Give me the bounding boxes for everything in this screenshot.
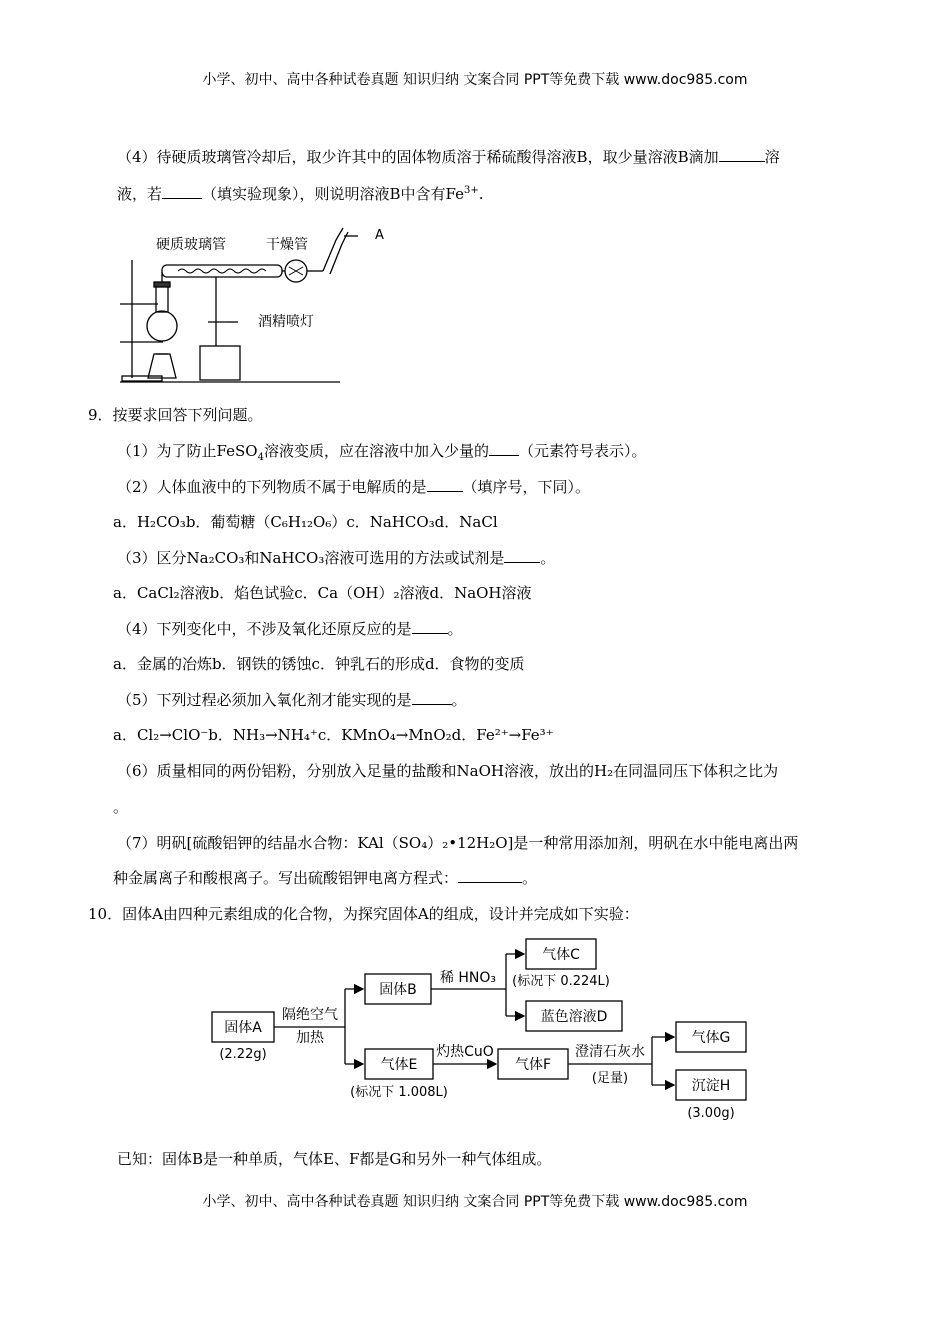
page-footer: 小学、初中、高中各种试卷真题 知识归纳 文案合同 PPT等免费下载 www.doc985.com	[202, 1194, 748, 1210]
q9-part3: （3）区分Na₂CO₃和NaHCO₃溶液可选用的方法或试剂是 。	[117, 549, 556, 567]
box-solid-b: 固体B	[379, 982, 417, 998]
precipitate-h-mass: (3.00g)	[687, 1106, 735, 1121]
q9-part6-line1: （6）质量相同的两份铝粉，分别放入足量的盐酸和NaOH溶液，放出的H₂在同温同压下体积之比为	[117, 762, 779, 780]
box-gas-f: 气体F	[514, 1057, 552, 1073]
q9-part1: （1）为了防止FeSO$_4$溶液变质，应在溶液中加入少量的 （元素符号表示）。	[117, 442, 647, 463]
step-isolate-heat-top: 隔绝空气	[282, 1007, 338, 1023]
answer-blank[interactable]	[412, 690, 452, 705]
box-solid-a: 固体A	[224, 1020, 262, 1036]
label-alcohol-lamp: 酒精喷灯	[258, 314, 314, 330]
answer-blank[interactable]	[162, 184, 202, 199]
box-gas-g: 气体G	[691, 1030, 731, 1046]
answer-blank[interactable]	[504, 548, 540, 563]
flow-diagram	[200, 934, 760, 1126]
label-drying-tube: 干燥管	[266, 237, 308, 253]
answer-blank[interactable]	[719, 147, 765, 162]
q9-part2-options: a．H₂CO₃b．葡萄糖（C₆H₁₂O₆）c．NaHCO₃d．NaCl	[113, 513, 498, 531]
box-precipitate-h: 沉淀H	[691, 1078, 731, 1094]
apparatus-figure	[118, 222, 384, 386]
q10-title: 10．固体A由四种元素组成的化合物，为探究固体A的组成，设计并完成如下实验：	[88, 905, 639, 923]
reagent-limewater: 澄清石灰水	[575, 1044, 645, 1060]
answer-blank[interactable]	[458, 868, 522, 883]
step-isolate-heat-bottom: 加热	[296, 1030, 324, 1046]
answer-blank[interactable]	[489, 441, 519, 456]
step-hot-cuo: 灼热CuO	[436, 1044, 494, 1060]
q10-known: 已知：固体B是一种单质，气体E、F都是G和另外一种气体组成。	[117, 1150, 552, 1168]
q9-part2: （2）人体血液中的下列物质不属于电解质的是 （填序号，下同）。	[117, 478, 591, 496]
q9-part7-line2: 种金属离子和酸根离子。写出硫酸铝钾电离方程式： 。	[113, 869, 538, 887]
box-gas-e: 气体E	[380, 1057, 418, 1073]
q9-part3-options: a．CaCl₂溶液b．焰色试验c．Ca（OH）₂溶液d．NaOH溶液	[113, 584, 532, 602]
page-header: 小学、初中、高中各种试卷真题 知识归纳 文案合同 PPT等免费下载 www.doc985.com	[202, 72, 748, 88]
answer-blank[interactable]	[412, 619, 448, 634]
answer-blank[interactable]	[427, 477, 463, 492]
box-gas-c: 气体C	[542, 947, 580, 963]
q9-part4: （4）下列变化中，不涉及氧化还原反应的是 。	[117, 620, 463, 638]
limewater-note: (足量)	[591, 1071, 629, 1086]
q8-part4-line1: （4）待硬质玻璃管冷却后，取少许其中的固体物质溶于稀硫酸得溶液B，取少量溶液B滴加 溶	[117, 148, 780, 166]
gas-c-note: (标况下 0.224L)	[512, 974, 610, 989]
q9-part5: （5）下列过程必须加入氧化剂才能实现的是 。	[117, 691, 467, 709]
label-a: A	[375, 228, 384, 243]
q9-part7-line1: （7）明矾[硫酸铝钾的结晶水合物：KAl（SO₄）₂•12H₂O]是一种常用添加剂，明矾在水中能电离出两	[117, 834, 799, 852]
q8-part4-line2: 液，若 （填实验现象），则说明溶液B中含有$Fe^{3+}$.	[117, 185, 484, 203]
q9-part6-line2: 。	[113, 798, 129, 816]
reagent-dilute-hno3: 稀 HNO₃	[439, 970, 497, 986]
q9-part4-options: a．金属的冶炼b．钢铁的锈蚀c．钟乳石的形成d．食物的变质	[113, 655, 525, 673]
q9-part5-options: a．Cl₂→ClO⁻b．NH₃→NH₄⁺c．KMnO₄→MnO₂d．Fe²⁺→Fe³⁺	[113, 726, 554, 744]
solid-a-mass: (2.22g)	[219, 1047, 267, 1062]
gas-e-note: (标况下 1.008L)	[350, 1085, 448, 1100]
box-solution-d: 蓝色溶液D	[540, 1009, 608, 1025]
q9-title: 9．按要求回答下列问题。	[88, 406, 263, 424]
label-hard-glass-tube: 硬质玻璃管	[156, 237, 226, 253]
